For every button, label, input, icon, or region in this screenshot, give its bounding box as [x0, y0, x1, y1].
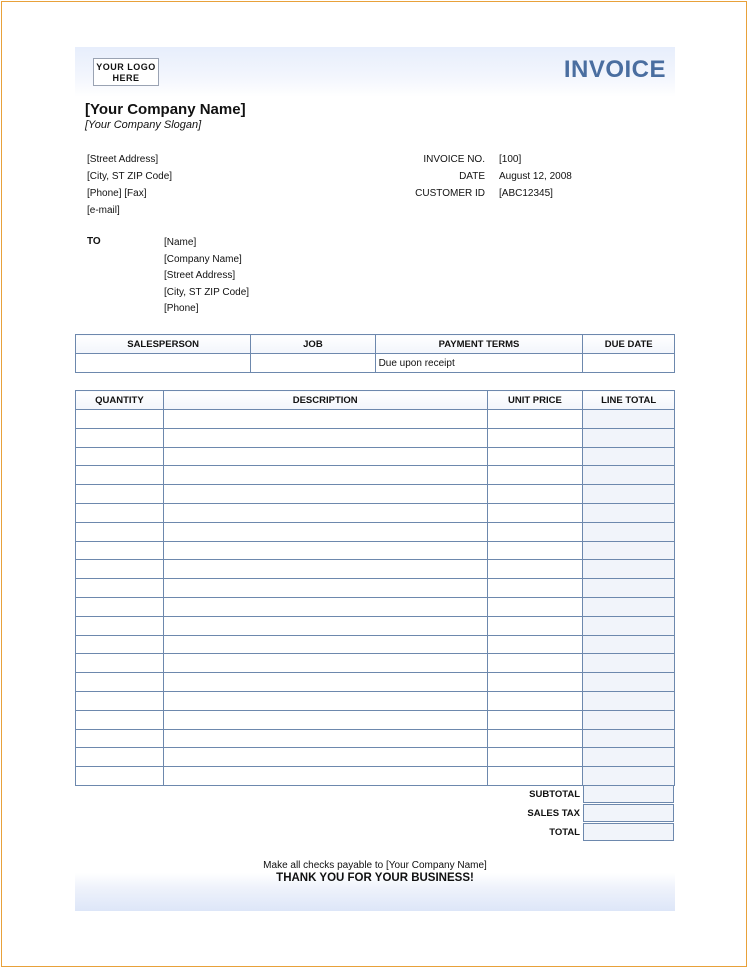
line-total-cell[interactable] — [583, 410, 675, 429]
recipient-city: [City, ST ZIP Code] — [164, 287, 250, 298]
description-cell[interactable] — [163, 691, 487, 710]
unit-price-cell[interactable] — [487, 729, 583, 748]
description-cell[interactable] — [163, 560, 487, 579]
payment-terms-cell[interactable]: Due upon receipt — [375, 354, 583, 373]
item-row — [76, 541, 675, 560]
due-date-cell[interactable] — [583, 354, 675, 373]
quantity-cell[interactable] — [76, 597, 164, 616]
line-total-cell[interactable] — [583, 729, 675, 748]
description-cell[interactable] — [163, 466, 487, 485]
recipient-phone: [Phone] — [164, 303, 199, 314]
item-row — [76, 428, 675, 447]
item-row — [76, 560, 675, 579]
line-total-cell[interactable] — [583, 767, 675, 786]
unit-price-cell[interactable] — [487, 710, 583, 729]
description-cell[interactable] — [163, 428, 487, 447]
line-total-header: LINE TOTAL — [583, 391, 675, 410]
description-cell[interactable] — [163, 485, 487, 504]
salesperson-cell[interactable] — [76, 354, 251, 373]
sales-table — [75, 334, 675, 373]
item-row — [76, 710, 675, 729]
job-header: JOB — [251, 335, 375, 354]
line-total-cell[interactable] — [583, 560, 675, 579]
item-row — [76, 691, 675, 710]
unit-price-cell[interactable] — [487, 748, 583, 767]
quantity-cell[interactable] — [76, 485, 164, 504]
description-cell[interactable] — [163, 673, 487, 692]
description-cell[interactable] — [163, 767, 487, 786]
description-cell[interactable] — [163, 410, 487, 429]
sender-city: [City, ST ZIP Code] — [87, 171, 173, 182]
quantity-cell[interactable] — [76, 541, 164, 560]
quantity-cell[interactable] — [76, 447, 164, 466]
company-name: [Your Company Name] — [85, 101, 246, 118]
item-row — [76, 579, 675, 598]
quantity-cell[interactable] — [76, 410, 164, 429]
thank-you: THANK YOU FOR YOUR BUSINESS! — [276, 872, 474, 884]
line-total-cell[interactable] — [583, 635, 675, 654]
item-row — [76, 522, 675, 541]
item-row — [76, 447, 675, 466]
total-label: TOTAL — [549, 827, 580, 838]
checks-note: Make all checks payable to [Your Company Name] — [263, 860, 487, 871]
quantity-cell[interactable] — [76, 673, 164, 692]
line-total-cell[interactable] — [583, 522, 675, 541]
description-cell[interactable] — [163, 635, 487, 654]
unit-price-cell[interactable] — [487, 541, 583, 560]
due-date-header: DUE DATE — [583, 335, 675, 354]
item-row — [76, 767, 675, 786]
to-label: TO — [87, 236, 101, 247]
line-total-cell[interactable] — [583, 691, 675, 710]
item-row — [76, 748, 675, 767]
line-total-cell[interactable] — [583, 485, 675, 504]
unit-price-cell[interactable] — [487, 691, 583, 710]
description-cell[interactable] — [163, 710, 487, 729]
quantity-cell[interactable] — [76, 522, 164, 541]
unit-price-cell[interactable] — [487, 503, 583, 522]
sender-phone-fax: [Phone] [Fax] — [87, 188, 147, 199]
quantity-cell[interactable] — [76, 560, 164, 579]
quantity-cell[interactable] — [76, 579, 164, 598]
line-total-cell[interactable] — [583, 541, 675, 560]
line-total-cell[interactable] — [583, 710, 675, 729]
date-value: August 12, 2008 — [499, 171, 572, 182]
company-slogan: [Your Company Slogan] — [85, 119, 202, 131]
quantity-cell[interactable] — [76, 428, 164, 447]
logo-line-2: HERE — [112, 73, 140, 83]
item-row — [76, 466, 675, 485]
line-total-cell[interactable] — [583, 447, 675, 466]
subtotal-field[interactable] — [583, 785, 674, 803]
date-label: DATE — [459, 171, 485, 182]
description-cell[interactable] — [163, 597, 487, 616]
description-cell[interactable] — [163, 654, 487, 673]
item-row — [76, 503, 675, 522]
unit-price-cell[interactable] — [487, 447, 583, 466]
recipient-name: [Name] — [164, 237, 197, 248]
items-body — [76, 410, 675, 786]
recipient-company: [Company Name] — [164, 254, 242, 265]
recipient-street: [Street Address] — [164, 270, 236, 281]
unit-price-cell[interactable] — [487, 485, 583, 504]
sender-street: [Street Address] — [87, 154, 159, 165]
unit-price-cell[interactable] — [487, 673, 583, 692]
quantity-cell[interactable] — [76, 710, 164, 729]
item-row — [76, 654, 675, 673]
quantity-cell[interactable] — [76, 654, 164, 673]
quantity-cell[interactable] — [76, 691, 164, 710]
quantity-cell[interactable] — [76, 748, 164, 767]
logo-line-1: YOUR LOGO — [96, 62, 156, 72]
line-total-cell[interactable] — [583, 579, 675, 598]
job-cell[interactable] — [251, 354, 375, 373]
invoice-title: INVOICE — [563, 56, 666, 83]
subtotal-label: SUBTOTAL — [529, 789, 580, 800]
unit-price-cell[interactable] — [487, 428, 583, 447]
line-total-cell[interactable] — [583, 748, 675, 767]
item-row — [76, 485, 675, 504]
quantity-cell[interactable] — [76, 635, 164, 654]
payment-terms-header: PAYMENT TERMS — [375, 335, 583, 354]
items-table — [75, 390, 675, 786]
unit-price-cell[interactable] — [487, 466, 583, 485]
unit-price-cell[interactable] — [487, 654, 583, 673]
line-total-cell[interactable] — [583, 673, 675, 692]
unit-price-cell[interactable] — [487, 597, 583, 616]
unit-price-cell[interactable] — [487, 767, 583, 786]
line-total-cell[interactable] — [583, 597, 675, 616]
quantity-cell[interactable] — [76, 767, 164, 786]
unit-price-cell[interactable] — [487, 522, 583, 541]
sales-tax-field[interactable] — [583, 804, 674, 822]
quantity-header: QUANTITY — [76, 391, 164, 410]
item-row — [76, 616, 675, 635]
unit-price-cell[interactable] — [487, 616, 583, 635]
line-total-cell[interactable] — [583, 503, 675, 522]
description-cell[interactable] — [163, 522, 487, 541]
description-cell[interactable] — [163, 579, 487, 598]
unit-price-cell[interactable] — [487, 635, 583, 654]
description-cell[interactable] — [163, 447, 487, 466]
line-total-cell[interactable] — [583, 654, 675, 673]
item-row — [76, 635, 675, 654]
unit-price-cell[interactable] — [487, 579, 583, 598]
item-row — [76, 729, 675, 748]
description-cell[interactable] — [163, 616, 487, 635]
salesperson-header: SALESPERSON — [76, 335, 251, 354]
logo-placeholder — [93, 58, 159, 86]
quantity-cell[interactable] — [76, 466, 164, 485]
sales-header-row — [76, 335, 675, 354]
unit-price-cell[interactable] — [487, 560, 583, 579]
sales-row — [76, 354, 675, 373]
item-row — [76, 597, 675, 616]
unit-price-cell[interactable] — [487, 410, 583, 429]
quantity-cell[interactable] — [76, 616, 164, 635]
quantity-cell[interactable] — [76, 729, 164, 748]
sales-tax-label: SALES TAX — [527, 808, 580, 819]
description-cell[interactable] — [163, 541, 487, 560]
description-cell[interactable] — [163, 503, 487, 522]
item-row — [76, 410, 675, 429]
item-row — [76, 673, 675, 692]
line-total-cell[interactable] — [583, 616, 675, 635]
description-header: DESCRIPTION — [163, 391, 487, 410]
description-cell[interactable] — [163, 729, 487, 748]
quantity-cell[interactable] — [76, 503, 164, 522]
total-field[interactable] — [583, 823, 674, 841]
customer-id-label: CUSTOMER ID — [415, 188, 485, 199]
items-header-row — [76, 391, 675, 410]
line-total-cell[interactable] — [583, 428, 675, 447]
description-cell[interactable] — [163, 748, 487, 767]
line-total-cell[interactable] — [583, 466, 675, 485]
invoice-no-label: INVOICE NO. — [423, 154, 485, 165]
invoice-no-value: [100] — [499, 154, 522, 165]
sender-email: [e-mail] — [87, 205, 120, 216]
customer-id-value: [ABC12345] — [499, 188, 553, 199]
unit-price-header: UNIT PRICE — [487, 391, 583, 410]
